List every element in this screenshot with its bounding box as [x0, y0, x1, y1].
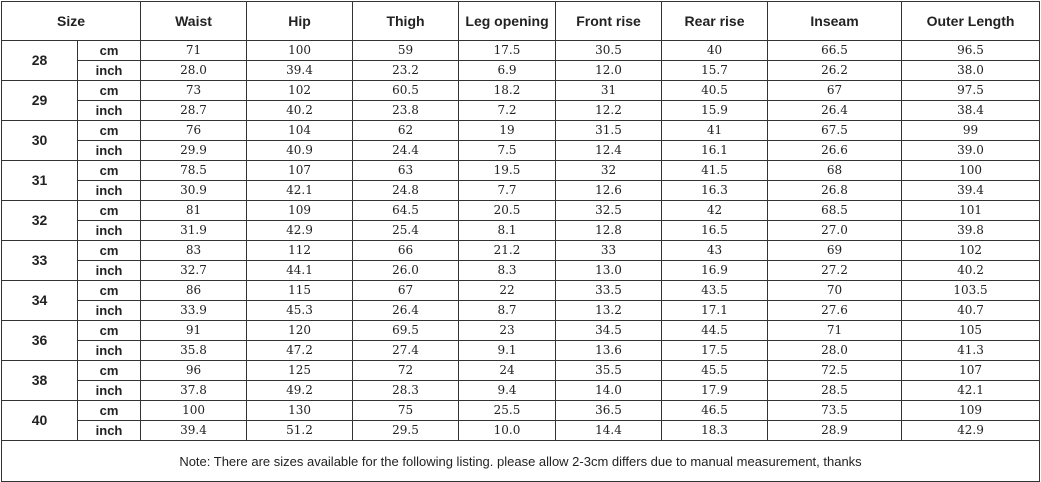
size-inch-row	[2, 221, 1040, 241]
measurement-cell: 72.5	[768, 361, 902, 381]
measurement-cell: 60.5	[353, 81, 459, 101]
measurement-cell: 42	[662, 201, 768, 221]
measurement-cell: 68.5	[768, 201, 902, 221]
size-label: 36	[2, 321, 78, 361]
measurement-cell: 64.5	[353, 201, 459, 221]
size-label: 32	[2, 201, 78, 241]
column-header-hip: Hip	[247, 2, 353, 41]
column-header-size: Size	[2, 2, 141, 41]
unit-label-cm: cm	[78, 241, 141, 261]
measurement-cell: 46.5	[662, 401, 768, 421]
size-cm-row	[2, 121, 1040, 141]
measurement-cell: 42.9	[247, 221, 353, 241]
size-label: 33	[2, 241, 78, 281]
size-cm-row	[2, 241, 1040, 261]
size-cm-row	[2, 41, 1040, 61]
measurement-cell: 96	[141, 361, 247, 381]
measurement-cell: 51.2	[247, 421, 353, 441]
measurement-cell: 41	[662, 121, 768, 141]
measurement-cell: 33.5	[556, 281, 662, 301]
measurement-cell: 12.6	[556, 181, 662, 201]
measurement-cell: 81	[141, 201, 247, 221]
measurement-cell: 42.1	[247, 181, 353, 201]
measurement-cell: 86	[141, 281, 247, 301]
measurement-cell: 102	[902, 241, 1040, 261]
measurement-cell: 10.0	[459, 421, 556, 441]
measurement-cell: 26.8	[768, 181, 902, 201]
column-header-leg-opening: Leg opening	[459, 2, 556, 41]
unit-label-inch: inch	[78, 261, 141, 281]
measurement-cell: 15.7	[662, 61, 768, 81]
measurement-cell: 24	[459, 361, 556, 381]
measurement-cell: 109	[902, 401, 1040, 421]
unit-label-inch: inch	[78, 141, 141, 161]
measurement-cell: 40.9	[247, 141, 353, 161]
measurement-cell: 26.2	[768, 61, 902, 81]
measurement-cell: 45.5	[662, 361, 768, 381]
measurement-cell: 31.5	[556, 121, 662, 141]
measurement-cell: 15.9	[662, 101, 768, 121]
measurement-cell: 23	[459, 321, 556, 341]
measurement-cell: 16.5	[662, 221, 768, 241]
unit-label-inch: inch	[78, 341, 141, 361]
size-table-body	[2, 41, 1040, 441]
measurement-cell: 76	[141, 121, 247, 141]
measurement-cell: 75	[353, 401, 459, 421]
unit-label-inch: inch	[78, 221, 141, 241]
measurement-cell: 125	[247, 361, 353, 381]
size-label: 38	[2, 361, 78, 401]
size-label: 30	[2, 121, 78, 161]
size-label: 40	[2, 401, 78, 441]
measurement-cell: 41.5	[662, 161, 768, 181]
measurement-cell: 12.4	[556, 141, 662, 161]
measurement-cell: 109	[247, 201, 353, 221]
measurement-cell: 107	[247, 161, 353, 181]
column-header-outer-length: Outer Length	[902, 2, 1040, 41]
size-cm-row	[2, 321, 1040, 341]
measurement-cell: 23.2	[353, 61, 459, 81]
measurement-cell: 31	[556, 81, 662, 101]
size-label: 29	[2, 81, 78, 121]
measurement-cell: 130	[247, 401, 353, 421]
measurement-cell: 96.5	[902, 41, 1040, 61]
measurement-cell: 73	[141, 81, 247, 101]
measurement-cell: 28.0	[768, 341, 902, 361]
unit-label-inch: inch	[78, 61, 141, 81]
measurement-cell: 36.5	[556, 401, 662, 421]
measurement-cell: 39.4	[247, 61, 353, 81]
measurement-cell: 28.0	[141, 61, 247, 81]
measurement-cell: 31.9	[141, 221, 247, 241]
unit-label-cm: cm	[78, 41, 141, 61]
measurement-cell: 107	[902, 361, 1040, 381]
unit-label-cm: cm	[78, 321, 141, 341]
unit-label-inch: inch	[78, 101, 141, 121]
measurement-cell: 6.9	[459, 61, 556, 81]
size-inch-row	[2, 101, 1040, 121]
size-inch-row	[2, 341, 1040, 361]
measurement-cell: 28.3	[353, 381, 459, 401]
measurement-cell: 8.3	[459, 261, 556, 281]
unit-label-cm: cm	[78, 201, 141, 221]
measurement-cell: 67	[353, 281, 459, 301]
measurement-cell: 71	[768, 321, 902, 341]
measurement-cell: 27.0	[768, 221, 902, 241]
measurement-cell: 39.4	[902, 181, 1040, 201]
size-cm-row	[2, 361, 1040, 381]
measurement-cell: 44.1	[247, 261, 353, 281]
measurement-cell: 35.5	[556, 361, 662, 381]
measurement-cell: 40.2	[247, 101, 353, 121]
measurement-cell: 49.2	[247, 381, 353, 401]
column-header-front-rise: Front rise	[556, 2, 662, 41]
measurement-cell: 13.0	[556, 261, 662, 281]
size-inch-row	[2, 381, 1040, 401]
measurement-cell: 43	[662, 241, 768, 261]
measurement-cell: 45.3	[247, 301, 353, 321]
measurement-cell: 14.0	[556, 381, 662, 401]
measurement-cell: 40.2	[902, 261, 1040, 281]
measurement-cell: 100	[902, 161, 1040, 181]
measurement-cell: 63	[353, 161, 459, 181]
measurement-cell: 18.3	[662, 421, 768, 441]
measurement-cell: 22	[459, 281, 556, 301]
measurement-cell: 67	[768, 81, 902, 101]
measurement-cell: 27.6	[768, 301, 902, 321]
size-inch-row	[2, 261, 1040, 281]
measurement-cell: 72	[353, 361, 459, 381]
measurement-cell: 62	[353, 121, 459, 141]
measurement-cell: 26.4	[353, 301, 459, 321]
measurement-cell: 32	[556, 161, 662, 181]
measurement-cell: 9.1	[459, 341, 556, 361]
measurement-cell: 103.5	[902, 281, 1040, 301]
measurement-cell: 24.8	[353, 181, 459, 201]
unit-label-inch: inch	[78, 381, 141, 401]
column-header-inseam: Inseam	[768, 2, 902, 41]
measurement-cell: 28.9	[768, 421, 902, 441]
measurement-cell: 44.5	[662, 321, 768, 341]
unit-label-cm: cm	[78, 161, 141, 181]
measurement-cell: 66	[353, 241, 459, 261]
measurement-cell: 47.2	[247, 341, 353, 361]
measurement-cell: 34.5	[556, 321, 662, 341]
column-header-rear-rise: Rear rise	[662, 2, 768, 41]
measurement-cell: 17.5	[662, 341, 768, 361]
measurement-cell: 7.2	[459, 101, 556, 121]
size-inch-row	[2, 61, 1040, 81]
measurement-cell: 70	[768, 281, 902, 301]
measurement-cell: 41.3	[902, 341, 1040, 361]
size-label: 34	[2, 281, 78, 321]
measurement-cell: 9.4	[459, 381, 556, 401]
measurement-cell: 101	[902, 201, 1040, 221]
measurement-cell: 100	[247, 41, 353, 61]
measurement-cell: 33	[556, 241, 662, 261]
measurement-cell: 30.9	[141, 181, 247, 201]
measurement-cell: 25.5	[459, 401, 556, 421]
unit-label-inch: inch	[78, 301, 141, 321]
measurement-cell: 40	[662, 41, 768, 61]
measurement-cell: 91	[141, 321, 247, 341]
measurement-cell: 27.2	[768, 261, 902, 281]
measurement-cell: 7.5	[459, 141, 556, 161]
size-cm-row	[2, 401, 1040, 421]
unit-label-cm: cm	[78, 121, 141, 141]
measurement-cell: 26.0	[353, 261, 459, 281]
measurement-cell: 27.4	[353, 341, 459, 361]
measurement-cell: 8.7	[459, 301, 556, 321]
measurement-cell: 28.5	[768, 381, 902, 401]
measurement-cell: 30.5	[556, 41, 662, 61]
measurement-cell: 18.2	[459, 81, 556, 101]
measurement-cell: 29.5	[353, 421, 459, 441]
measurement-cell: 19	[459, 121, 556, 141]
unit-label-inch: inch	[78, 421, 141, 441]
measurement-cell: 42.1	[902, 381, 1040, 401]
measurement-cell: 32.5	[556, 201, 662, 221]
measurement-cell: 29.9	[141, 141, 247, 161]
size-inch-row	[2, 301, 1040, 321]
measurement-cell: 14.4	[556, 421, 662, 441]
measurement-cell: 35.8	[141, 341, 247, 361]
unit-label-cm: cm	[78, 401, 141, 421]
measurement-cell: 28.7	[141, 101, 247, 121]
measurement-cell: 32.7	[141, 261, 247, 281]
measurement-cell: 83	[141, 241, 247, 261]
size-inch-row	[2, 421, 1040, 441]
size-label: 31	[2, 161, 78, 201]
measurement-cell: 100	[141, 401, 247, 421]
measurement-cell: 16.9	[662, 261, 768, 281]
measurement-cell: 40.5	[662, 81, 768, 101]
measurement-cell: 12.8	[556, 221, 662, 241]
measurement-cell: 17.9	[662, 381, 768, 401]
measurement-cell: 71	[141, 41, 247, 61]
measurement-cell: 17.1	[662, 301, 768, 321]
size-chart-table	[1, 1, 1040, 482]
measurement-cell: 19.5	[459, 161, 556, 181]
measurement-cell: 112	[247, 241, 353, 261]
measurement-cell: 33.9	[141, 301, 247, 321]
measurement-cell: 69	[768, 241, 902, 261]
measurement-cell: 43.5	[662, 281, 768, 301]
column-header-thigh: Thigh	[353, 2, 459, 41]
measurement-cell: 7.7	[459, 181, 556, 201]
unit-label-cm: cm	[78, 81, 141, 101]
measurement-cell: 38.0	[902, 61, 1040, 81]
unit-label-cm: cm	[78, 361, 141, 381]
measurement-cell: 115	[247, 281, 353, 301]
measurement-cell: 39.8	[902, 221, 1040, 241]
measurement-cell: 39.4	[141, 421, 247, 441]
measurement-cell: 20.5	[459, 201, 556, 221]
measurement-cell: 120	[247, 321, 353, 341]
measurement-cell: 38.4	[902, 101, 1040, 121]
measurement-cell: 99	[902, 121, 1040, 141]
size-cm-row	[2, 81, 1040, 101]
measurement-cell: 12.2	[556, 101, 662, 121]
measurement-note: Note: There are sizes available for the following listing. please allow 2-3cm differs due to manual measurement, thanks	[2, 441, 1040, 482]
measurement-cell: 40.7	[902, 301, 1040, 321]
measurement-cell: 25.4	[353, 221, 459, 241]
measurement-cell: 26.4	[768, 101, 902, 121]
measurement-cell: 39.0	[902, 141, 1040, 161]
size-inch-row	[2, 141, 1040, 161]
size-cm-row	[2, 161, 1040, 181]
column-header-waist: Waist	[141, 2, 247, 41]
measurement-cell: 102	[247, 81, 353, 101]
measurement-cell: 12.0	[556, 61, 662, 81]
size-inch-row	[2, 181, 1040, 201]
measurement-cell: 69.5	[353, 321, 459, 341]
measurement-cell: 8.1	[459, 221, 556, 241]
measurement-cell: 13.6	[556, 341, 662, 361]
unit-label-cm: cm	[78, 281, 141, 301]
measurement-cell: 68	[768, 161, 902, 181]
size-cm-row	[2, 281, 1040, 301]
measurement-cell: 17.5	[459, 41, 556, 61]
measurement-cell: 24.4	[353, 141, 459, 161]
size-label: 28	[2, 41, 78, 81]
size-cm-row	[2, 201, 1040, 221]
measurement-cell: 97.5	[902, 81, 1040, 101]
header-row	[2, 2, 1040, 41]
measurement-cell: 23.8	[353, 101, 459, 121]
measurement-cell: 73.5	[768, 401, 902, 421]
measurement-cell: 66.5	[768, 41, 902, 61]
measurement-cell: 16.3	[662, 181, 768, 201]
measurement-cell: 104	[247, 121, 353, 141]
measurement-cell: 37.8	[141, 381, 247, 401]
measurement-cell: 105	[902, 321, 1040, 341]
measurement-cell: 13.2	[556, 301, 662, 321]
measurement-cell: 78.5	[141, 161, 247, 181]
measurement-cell: 21.2	[459, 241, 556, 261]
measurement-cell: 59	[353, 41, 459, 61]
note-row	[2, 441, 1040, 482]
unit-label-inch: inch	[78, 181, 141, 201]
measurement-cell: 67.5	[768, 121, 902, 141]
measurement-cell: 42.9	[902, 421, 1040, 441]
measurement-cell: 26.6	[768, 141, 902, 161]
measurement-cell: 16.1	[662, 141, 768, 161]
